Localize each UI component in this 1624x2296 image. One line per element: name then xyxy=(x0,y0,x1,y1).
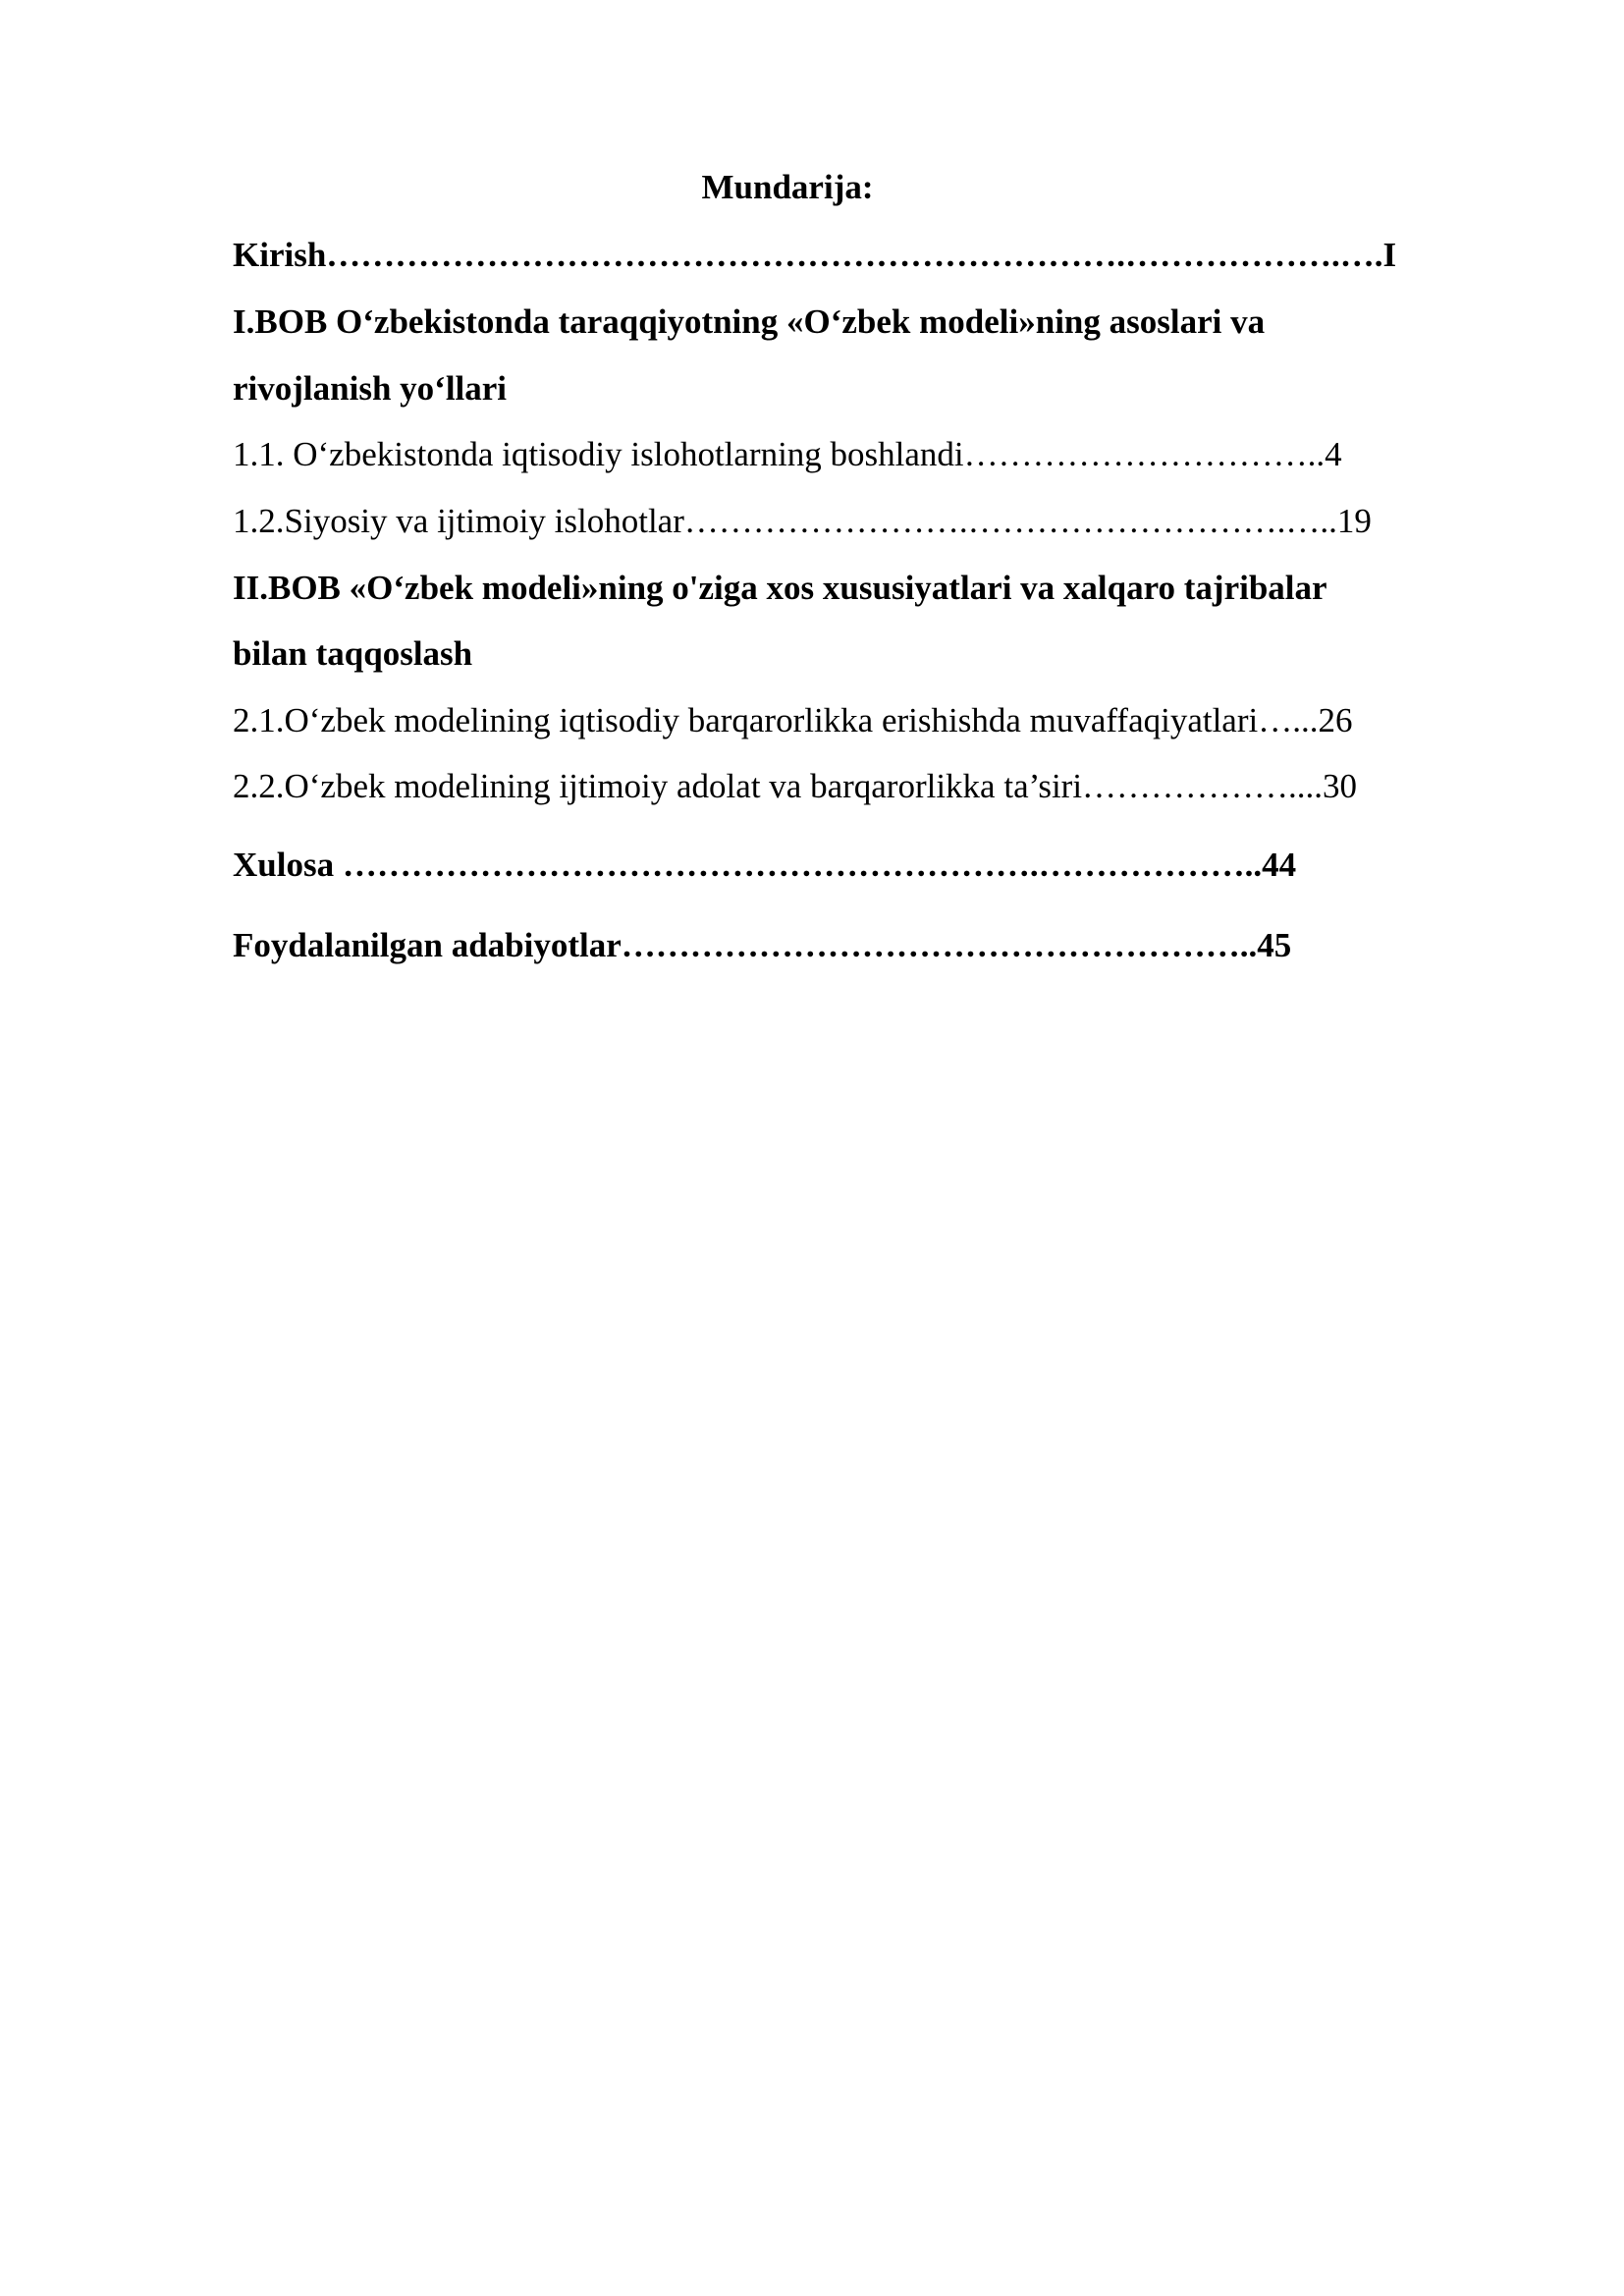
toc-title: Mundarija: xyxy=(701,168,874,206)
toc-entry-2-2: 2.2.O‘zbek modelining ijtimoiy adolat va barqarorlikka ta’siri………………....30 xyxy=(233,767,1358,805)
toc-chapter-2-heading-line1: II.BOB «O‘zbek modeli»ning o'ziga xos xususiyatlari va xalqaro tajribalar xyxy=(233,569,1327,607)
toc-entry-1-1: 1.1. O‘zbekistonda iqtisodiy islohotlarning boshlandi…………………………..4 xyxy=(233,435,1342,473)
toc-entry-xulosa: Xulosa …………………………………………………….………………..44 xyxy=(233,846,1297,884)
toc-chapter-2-heading-line2: bilan taqqoslash xyxy=(233,634,473,673)
toc-entry-kirish: Kirish…………………………………………………………….……………….….I xyxy=(233,236,1397,274)
toc-entry-references: Foydalanilgan adabiyotlar………………………………………………..45 xyxy=(233,926,1292,964)
toc-entry-1-2: 1.2.Siyosiy va ijtimoiy islohotlar…………………….……………………….…..19 xyxy=(233,502,1372,540)
toc-chapter-1-heading-line1: I.BOB O‘zbekistonda taraqqiyotning «O‘zbek modeli»ning asoslari va xyxy=(233,302,1266,341)
toc-entry-2-1: 2.1.O‘zbek modelining iqtisodiy barqarorlikka erishishda muvaffaqiyatlari…...26 xyxy=(233,701,1353,739)
toc-chapter-1-heading-line2: rivojlanish yo‘llari xyxy=(233,369,508,408)
